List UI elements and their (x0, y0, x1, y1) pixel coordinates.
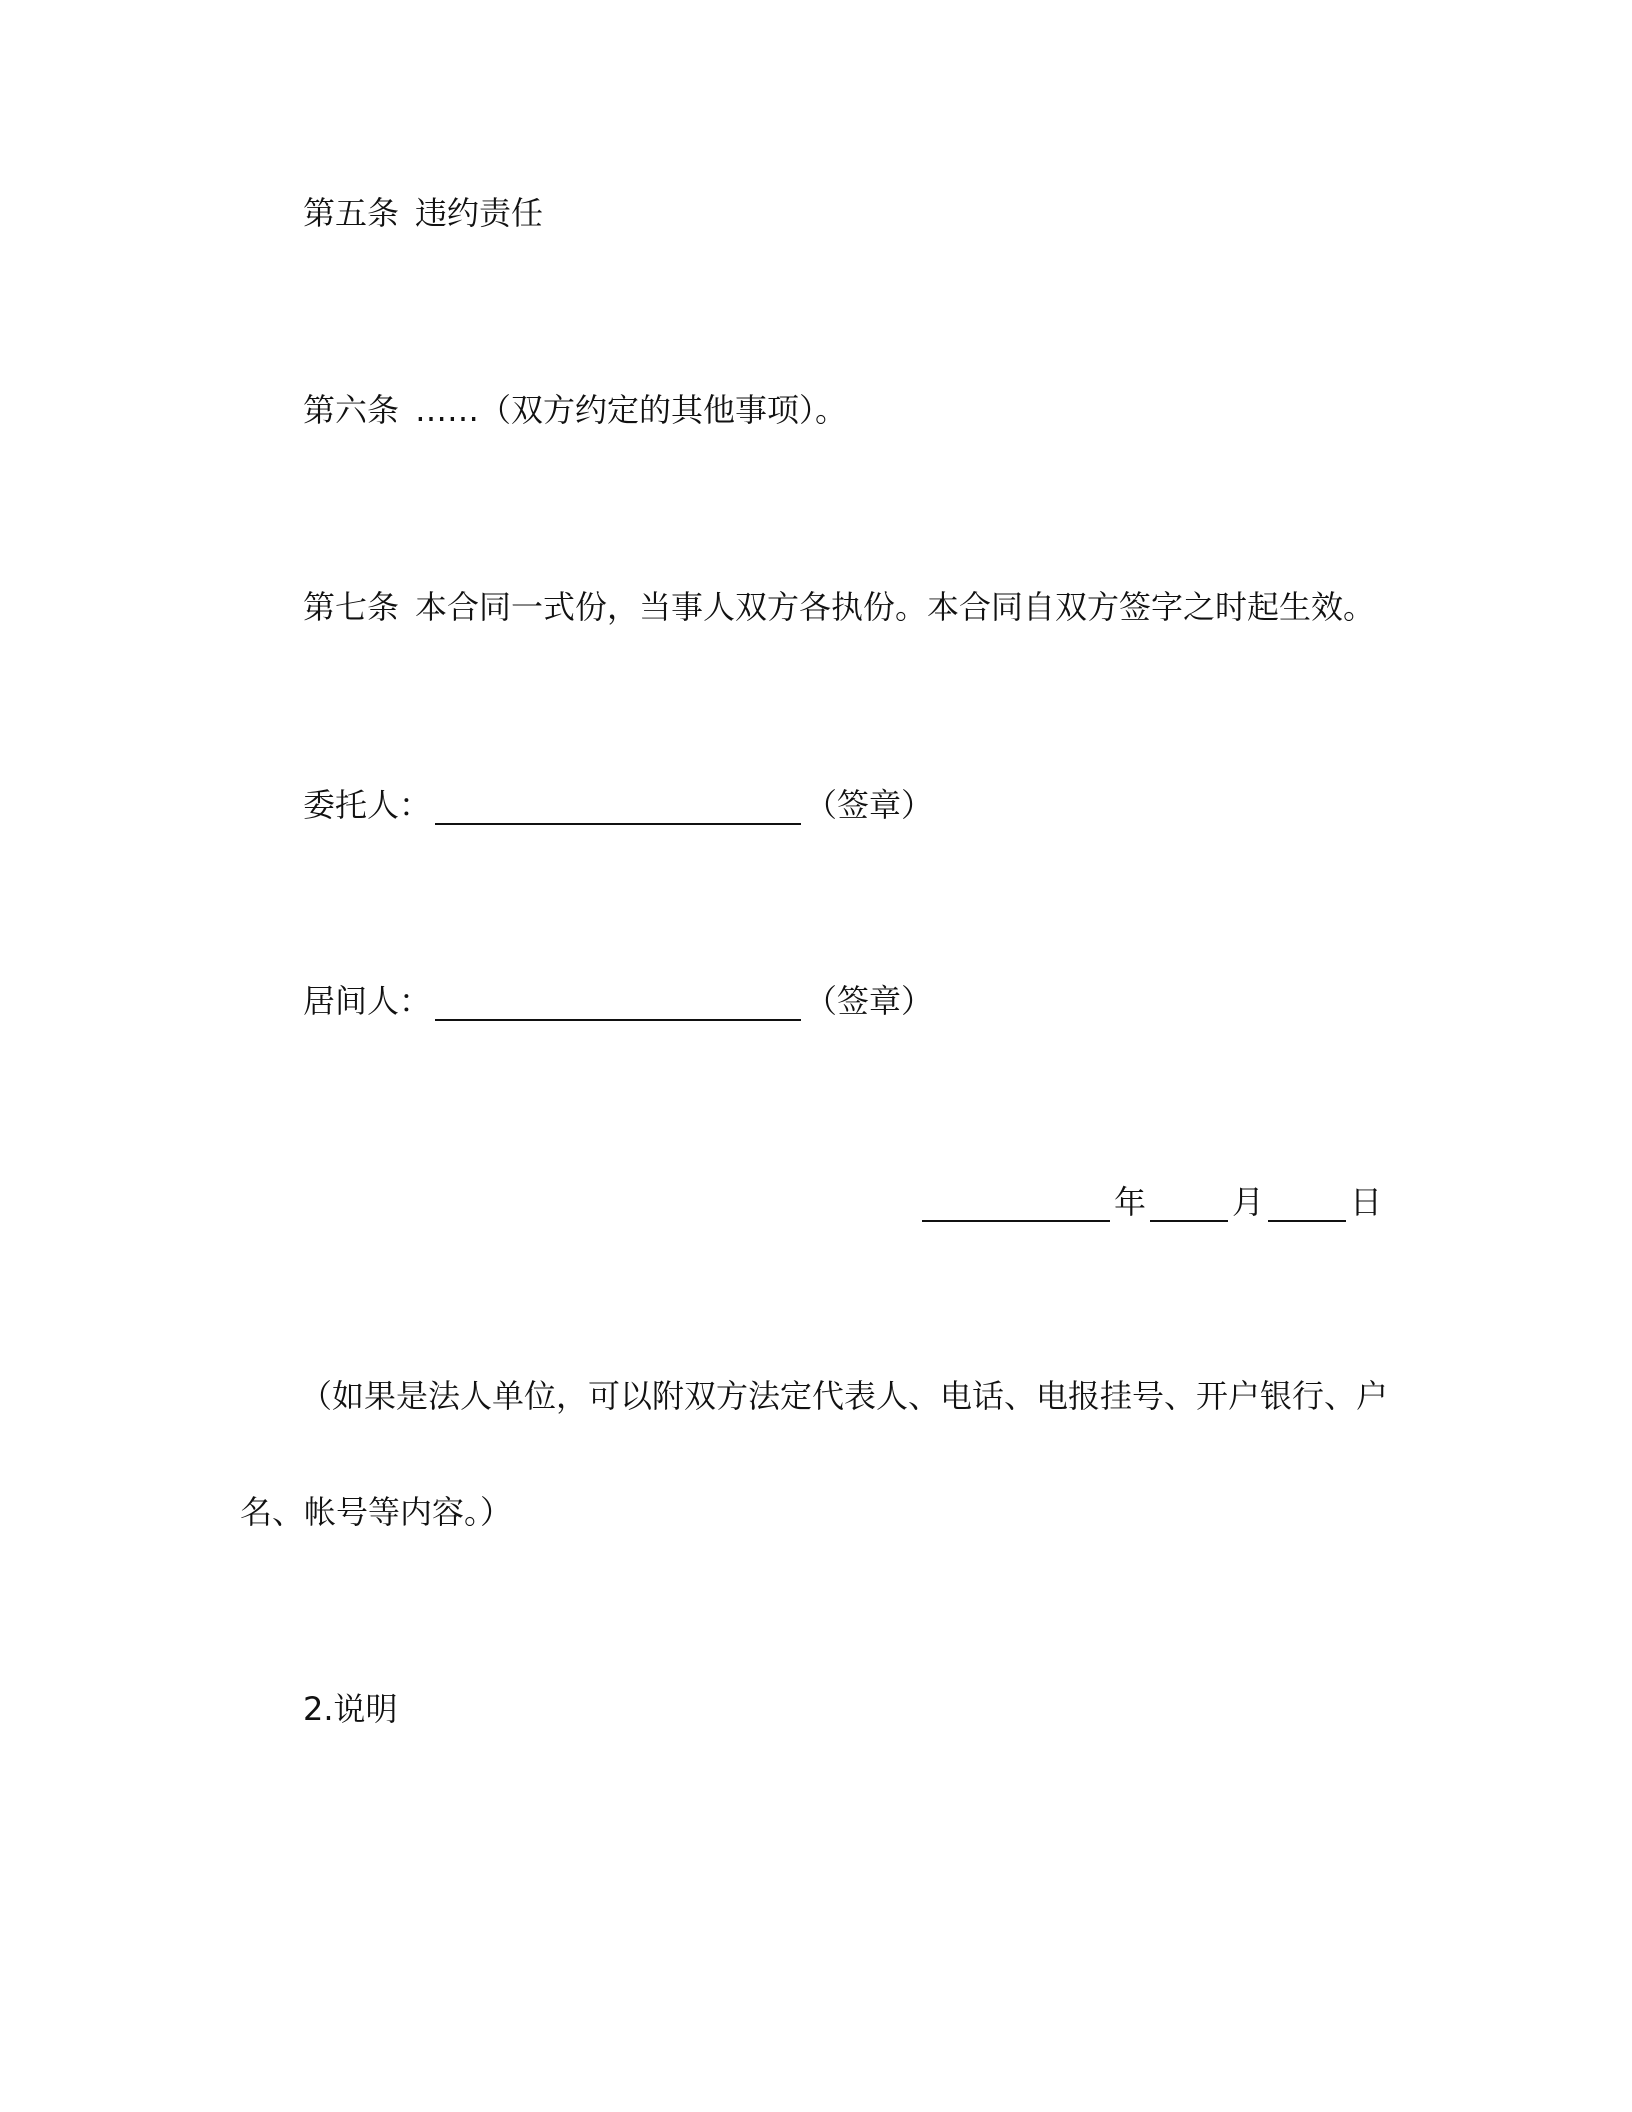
principal-signature-blank[interactable] (435, 789, 801, 825)
day-label: 日 (1349, 1183, 1382, 1221)
date-line (918, 1182, 1382, 1222)
clause-5-number: 第五条 (303, 194, 400, 232)
day-blank[interactable] (1268, 1186, 1346, 1222)
clause-5-text: 违约责任 (415, 194, 544, 232)
clause-7-number: 第七条 (303, 588, 400, 626)
intermediary-label: 居间人： (303, 982, 432, 1020)
note-line-2: 名、帐号等内容。） (240, 1493, 513, 1531)
clause-7 (303, 587, 1375, 627)
clause-6 (303, 390, 847, 430)
principal-signature-line (303, 785, 933, 825)
clause-6-text: ……（双方约定的其他事项）。 (415, 391, 848, 429)
principal-seal-note: （签章） (805, 786, 934, 824)
principal-label: 委托人： (303, 786, 432, 824)
note-line-1: （如果是法人单位，可以附双方法定代表人、电话、电报挂号、开户银行、户 (300, 1377, 1389, 1415)
intermediary-signature-blank[interactable] (435, 985, 801, 1021)
year-blank[interactable] (922, 1186, 1110, 1222)
section-heading: 2.说明 (303, 1690, 398, 1728)
intermediary-signature-line (303, 981, 933, 1021)
clause-6-number: 第六条 (303, 391, 400, 429)
clause-5 (303, 193, 543, 233)
clause-7-text: 本合同一式份，当事人双方各执份。本合同自双方签字之时起生效。 (415, 588, 1376, 626)
month-blank[interactable] (1150, 1186, 1228, 1222)
year-label: 年 (1113, 1183, 1146, 1221)
intermediary-seal-note: （签章） (805, 982, 934, 1020)
month-label: 月 (1231, 1183, 1264, 1221)
